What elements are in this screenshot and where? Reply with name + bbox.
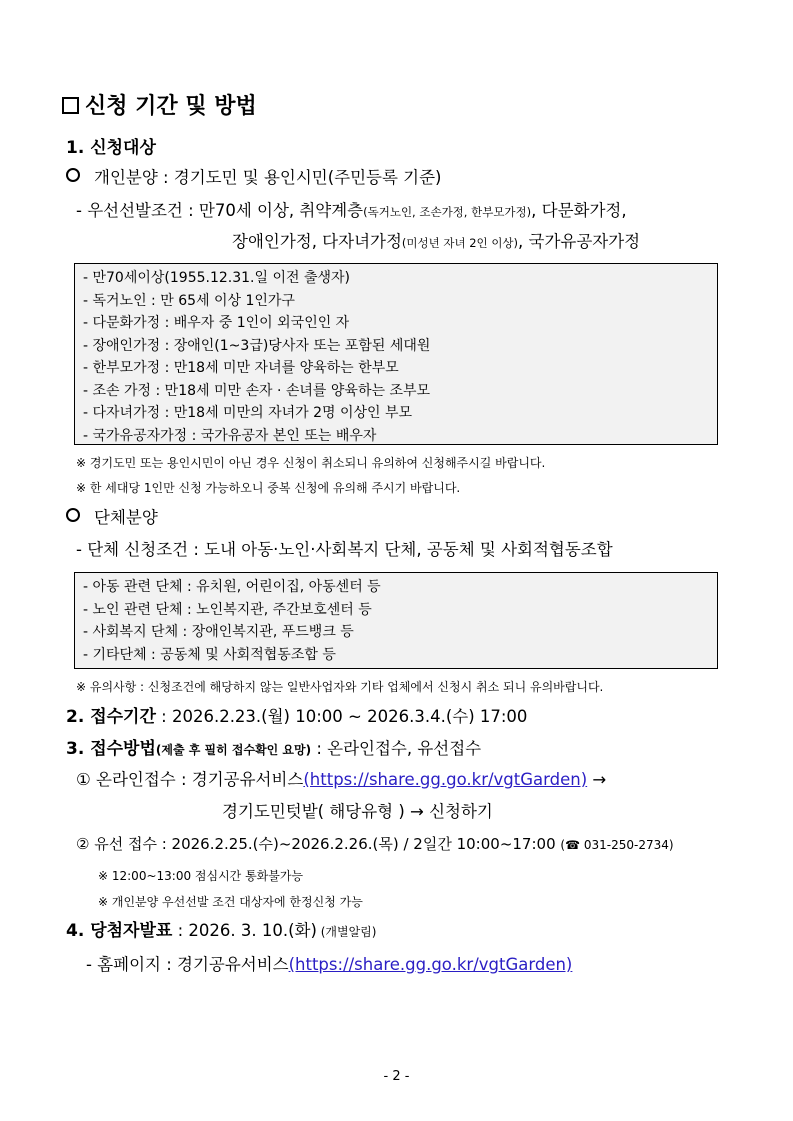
- criteria-line: - 독거노인 : 만 65세 이상 1인가구: [83, 292, 295, 309]
- section-4: 4. 당첨자발표 : 2026. 3. 10.(화) (개별알림): [66, 921, 377, 941]
- criteria-line: - 장애인가정 : 장애인(1~3급)당사자 또는 포함된 세대원: [83, 337, 431, 354]
- group-allocation: 단체분양: [66, 508, 158, 528]
- circle-bullet-icon: [66, 508, 80, 522]
- page-title: 신청 기간 및 방법: [62, 94, 257, 120]
- personal-allocation: 개인분양 : 경기도민 및 용인시민(주민등록 기준): [66, 168, 442, 188]
- criteria-line: - 다자녀가정 : 만18세 미만의 자녀가 2명 이상인 부모: [83, 405, 413, 421]
- section-1-heading: 1. 신청대상: [66, 138, 156, 158]
- section-3: 3. 접수방법(제출 후 필히 접수확인 요망) : 온라인접수, 유선접수: [66, 739, 482, 759]
- criteria-line: - 만70세이상(1955.12.31.일 이전 출생자): [83, 270, 350, 286]
- note-caution: ※ 유의사항 : 신청조건에 해당하지 않는 일반사업자와 기타 업체에서 신청시 취소 되니 유의바랍니다.: [76, 680, 604, 694]
- note-priority-only: ※ 개인분양 우선선발 조건 대상자에 한정신청 가능: [98, 895, 363, 909]
- phone-application: ② 유선 접수 : 2026.2.25.(수)~2026.2.26.(목) / 2일간 10:00~17:00 (☎ 031-250-2734): [76, 835, 674, 853]
- priority-conditions-2: 장애인가정, 다자녀가정(미성년 자녀 2인 이상), 국가유공자가정: [232, 232, 641, 251]
- priority-conditions: - 우선선발조건 : 만70세 이상, 취약계층(독거노인, 조손가정, 한부모가정), 다문화가정,: [76, 201, 627, 220]
- criteria-line: - 국가유공자가정 : 국가유공자 본인 또는 배우자: [83, 427, 377, 444]
- circle-bullet-icon: [66, 168, 80, 182]
- section-4-heading: 4. 당첨자발표: [66, 921, 173, 941]
- criteria-line: - 아동 관련 단체 : 유치원, 어린이집, 아동센터 등: [83, 579, 381, 595]
- criteria-line: - 노인 관련 단체 : 노인복지관, 주간보호센터 등: [83, 601, 372, 618]
- criteria-line: - 기타단체 : 공동체 및 사회적협동조합 등: [83, 646, 336, 663]
- checkbox-square-icon: [62, 97, 79, 114]
- section-2: 2. 접수기간 : 2026.2.23.(월) 10:00 ~ 2026.3.4.(수) 17:00: [66, 707, 528, 727]
- group-conditions: - 단체 신청조건 : 도내 아동·노인·사회복지 단체, 공동체 및 사회적협동조합: [76, 540, 613, 559]
- note-residency: ※ 경기도민 또는 용인시민이 아닌 경우 신청이 취소되니 유의하여 신청해주시길 바랍니다.: [76, 456, 546, 470]
- criteria-line: - 사회복지 단체 : 장애인복지관, 푸드뱅크 등: [83, 624, 354, 640]
- online-application: ① 온라인접수 : 경기공유서비스(https://share.gg.go.kr/vgtGarden) →: [76, 770, 607, 789]
- homepage-line: - 홈페이지 : 경기공유서비스(https://share.gg.go.kr/vgtGarden): [86, 955, 573, 974]
- homepage-link[interactable]: (https://share.gg.go.kr/vgtGarden): [288, 955, 573, 974]
- criteria-line: - 다문화가정 : 배우자 중 1인이 외국인인 자: [83, 315, 350, 331]
- personal-criteria-box: [74, 263, 718, 445]
- section-3-heading: 3. 접수방법: [66, 739, 156, 759]
- section-2-heading: 2. 접수기간: [66, 707, 156, 727]
- share-service-link[interactable]: (https://share.gg.go.kr/vgtGarden): [303, 770, 588, 789]
- criteria-line: - 조손 가정 : 만18세 미만 손자 · 손녀를 양육하는 조부모: [83, 382, 431, 399]
- group-criteria-box: [74, 572, 718, 669]
- note-lunch: ※ 12:00~13:00 점심시간 통화불가능: [98, 869, 304, 883]
- online-application-path: 경기도민텃밭( 해당유형 ) → 신청하기: [222, 802, 493, 821]
- note-one-per-household: ※ 한 세대당 1인만 신청 가능하오니 중복 신청에 유의해 주시기 바랍니다.: [76, 481, 461, 495]
- criteria-line: - 한부모가정 : 만18세 미만 자녀를 양육하는 한부모: [83, 360, 399, 376]
- page-number: - 2 -: [383, 1069, 410, 1084]
